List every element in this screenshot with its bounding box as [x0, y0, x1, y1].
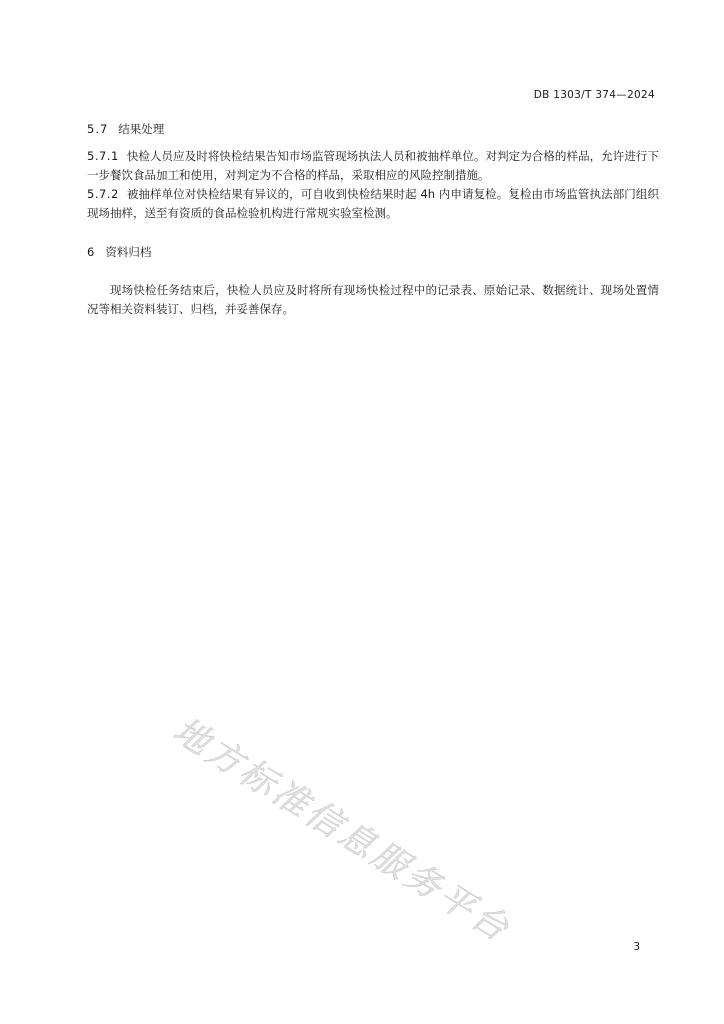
section-heading-5-7	[87, 121, 164, 137]
watermark: 地方标准信息服务平台	[165, 710, 518, 952]
clause-text: 被抽样单位对快检结果有异议的，可自收到快检结果时起 4h 内申请复检。复检由市场监管执法部门组织现场抽样，送至有资质的食品检验机构进行常规实验室检测。	[87, 187, 659, 220]
standard-code: DB 1303/T 374—2024	[533, 89, 655, 101]
section-title: 结果处理	[118, 122, 165, 136]
section-number: 6	[87, 245, 96, 259]
clause-text: 快检人员应及时将快检结果告知市场监管现场执法人员和被抽样单位。对判定为合格的样品，允许进行下一步餐饮食品加工和使用，对判定为不合格的样品，采取相应的风险控制措施。	[87, 149, 659, 182]
clause-5-7-1	[87, 147, 659, 185]
clause-number: 5.7.2	[87, 187, 119, 201]
section-heading-6	[87, 244, 151, 260]
clause-5-7-2	[87, 185, 659, 223]
section-title: 资料归档	[105, 245, 152, 259]
page-number: 3	[633, 941, 640, 953]
section-6-paragraph: 现场快检任务结束后，快检人员应及时将所有现场快检过程中的记录表、原始记录、数据统计、现场处置情况等相关资料装订、归档，并妥善保存。	[87, 283, 659, 316]
clause-number: 5.7.1	[87, 149, 119, 163]
section-number: 5.7	[87, 122, 109, 136]
